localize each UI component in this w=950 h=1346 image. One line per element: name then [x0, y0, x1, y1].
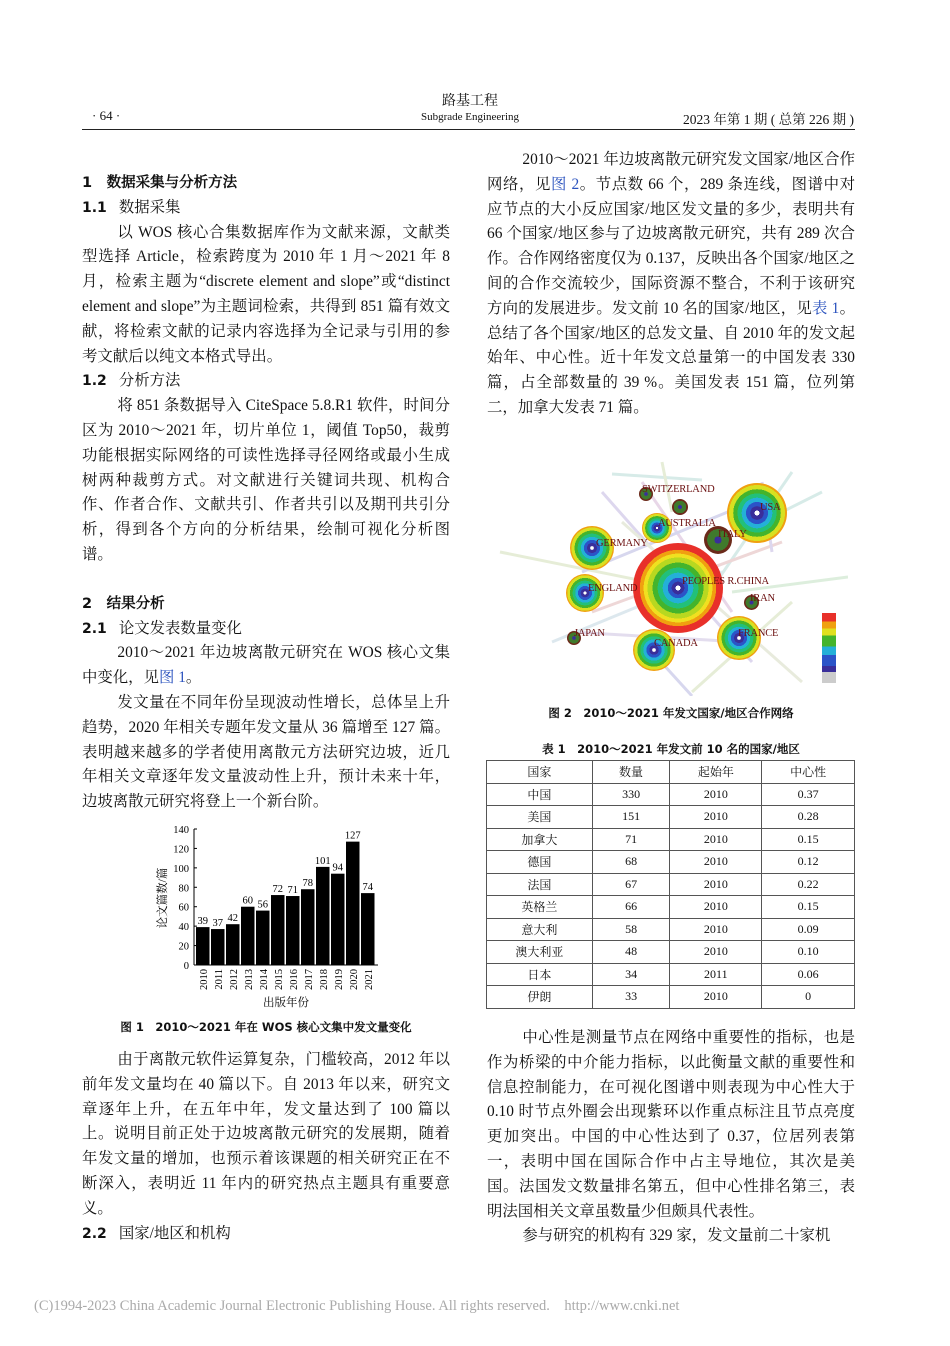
paragraph: 由于离散元软件运算复杂，门槛较高，2012 年以前年发文量均在 40 篇以下。自 2013 年以来，研究文章逐年上升，在五年中年，发文量达到了 100 篇以上。说明目前正处于边坡离散元研究的发展期，随着年发文量的增加，也预示着该课题的相关研究正在不断深入，表明近 11 年内的研究热点主题具有重要意义。 [82, 1051, 450, 1217]
cell-count: 66 [592, 896, 670, 919]
cell-centrality: 0.06 [762, 963, 855, 986]
cell-country: 加拿大 [487, 828, 593, 851]
data-label: 37 [212, 918, 223, 930]
bar-2010 [196, 927, 210, 965]
right-column-lower [487, 1026, 855, 1249]
table-row [487, 873, 855, 896]
cell-start-year: 2010 [670, 851, 762, 874]
cell-count: 330 [592, 783, 670, 806]
x-tick-label: 2010 [198, 969, 210, 990]
x-tick-label: 2013 [243, 969, 255, 990]
x-tick-label: 2018 [318, 969, 330, 990]
paragraph: 参与研究的机构有 329 家，发文量前二十家机 [522, 1227, 831, 1245]
table-1 [486, 760, 855, 1009]
bar-2019 [331, 874, 345, 965]
label-japan: JAPAN [574, 628, 605, 639]
section-1-2-heading [82, 369, 450, 394]
paragraph [487, 148, 855, 421]
data-label: 127 [344, 830, 361, 842]
cell-count: 68 [592, 851, 670, 874]
section-title: 论文发表数量变化 [118, 619, 242, 637]
label-germany: GERMANY [596, 538, 648, 549]
label-australia: AUSTRALIA [658, 518, 716, 529]
y-tick-label: 120 [173, 844, 189, 856]
cell-country: 伊朗 [487, 986, 593, 1009]
section-1-heading: 1 数据采集与分析方法 [82, 175, 238, 191]
x-tick-label: 2019 [333, 969, 345, 990]
figure-2-caption: 图 2 2010～2021 年发文国家/地区合作网络 [548, 706, 794, 720]
left-column-lower [82, 1048, 450, 1246]
table-row [487, 896, 855, 919]
data-label: 101 [314, 855, 331, 867]
paragraph-text: 。 [185, 669, 202, 687]
section-number: 2.2 [82, 1225, 107, 1242]
bar-2012 [226, 924, 240, 965]
x-axis-label: 出版年份 [263, 997, 309, 1009]
cell-start-year: 2011 [670, 963, 762, 986]
data-label: 71 [287, 885, 298, 897]
header-centrality: 中心性 [762, 761, 855, 784]
table-row [487, 986, 855, 1009]
cell-start-year: 2010 [670, 918, 762, 941]
cell-country: 英格兰 [487, 896, 593, 919]
journal-title [380, 94, 560, 124]
paragraph: 发文量在不同年份呈现波动性增长，总体呈上升趋势，2020 年相关专题年发文量从 36 篇增至 127 篇。表明越来越多的学者使用离散元方法研究边坡，近几年相关文章逐年发文量波动性上升，预计未来十年，边坡离散元研究将登上一个新台阶。 [82, 693, 450, 811]
label-usa: USA [760, 502, 781, 513]
paragraph: 中心性是测量节点在网络中重要性的指标，也是作为桥梁的中介能力指标，以此衡量文献的重要性和信息控制能力，在可视化图谱中则表现为中心性大于 0.10 时节点外圈会出现紫环以作重点标注且节点亮度更加突出。中国的中心性达到了 0.37，位居列表第一，表明中国在国际合作中占主导地位，其次是美国。法国发文数量排名第五，但中心性排名第三，表明法国相关文章虽数量少但颇具代表性。 [487, 1029, 855, 1220]
copyright-footer: (C)1994-2023 China Academic Journal Electronic Publishing House. All rights reserved. http://www.cnki.net [34, 1298, 680, 1314]
header-country: 国家 [487, 761, 593, 784]
section-title: 国家/地区和机构 [118, 1224, 231, 1242]
section-2-1-heading [82, 617, 450, 642]
bar-2020 [346, 842, 360, 965]
data-label: 60 [242, 895, 253, 907]
cell-country: 意大利 [487, 918, 593, 941]
journal-title-en: Subgrade Engineering [420, 111, 520, 123]
section-number: 2.1 [82, 620, 107, 637]
label-england: ENGLAND [588, 583, 638, 594]
y-tick-label: 0 [183, 961, 189, 972]
figure-2-link[interactable]: 图 2 [551, 175, 580, 193]
table-1-link[interactable]: 表 1 [811, 299, 840, 317]
cell-start-year: 2010 [670, 873, 762, 896]
paragraph: 以 WOS 核心合集数据库作为文献来源，文献类型选择 Article，检索跨度为 2010 年 1 月～2021 年 8 月，检索主题为“discrete element and slope”或“distinct element and slope”为主题词检索，共得到 851 篇有效文献，将检索文献的记录内容选择为全记录与引用的参考文献后以纯文本格式导出。 [82, 223, 450, 365]
data-label: 56 [257, 899, 268, 911]
table-row [487, 828, 855, 851]
section-2-heading: 2 结果分析 [82, 595, 165, 612]
y-tick-label: 80 [178, 883, 189, 895]
cell-count: 58 [592, 918, 670, 941]
cell-centrality: 0.10 [762, 941, 855, 964]
x-tick-label: 2015 [273, 969, 285, 990]
cell-country: 法国 [487, 873, 593, 896]
cell-start-year: 2010 [670, 896, 762, 919]
cell-start-year: 2010 [670, 941, 762, 964]
section-number: 1.1 [82, 199, 107, 216]
cell-country: 澳大利亚 [487, 941, 593, 964]
table-row [487, 783, 855, 806]
label-canada: CANADA [654, 638, 698, 649]
x-tick-label: 2021 [363, 969, 375, 990]
cell-count: 48 [592, 941, 670, 964]
left-column [82, 171, 450, 815]
table-row [487, 941, 855, 964]
table-row [487, 918, 855, 941]
x-tick-label: 2012 [228, 969, 240, 990]
cell-centrality: 0.12 [762, 851, 855, 874]
data-label: 42 [227, 913, 238, 925]
table-row [487, 806, 855, 829]
data-label: 78 [302, 878, 313, 890]
cell-country: 中国 [487, 783, 593, 806]
section-number: 1.2 [82, 373, 107, 390]
time-color-legend [822, 613, 836, 683]
header-count: 数量 [592, 761, 670, 784]
bar-2011 [211, 929, 225, 965]
page-number: · 64 · [92, 108, 121, 123]
cell-centrality: 0.09 [762, 918, 855, 941]
cell-centrality: 0.37 [762, 783, 855, 806]
y-tick-label: 60 [178, 902, 189, 914]
x-tick-label: 2016 [288, 969, 300, 990]
node-canada[interactable] [633, 629, 675, 671]
figure-1-link[interactable]: 图 1 [158, 669, 186, 687]
label-switzerland: SWITZERLAND [642, 484, 715, 495]
figure-1-caption: 图 1 2010～2021 年在 WOS 核心文集中发文量变化 [120, 1020, 412, 1034]
y-axis-label: 论文篇数/篇 [157, 867, 169, 929]
figure-2-network [492, 452, 848, 696]
cell-country: 日本 [487, 963, 593, 986]
section-1-1-heading [82, 196, 450, 221]
bar-2021 [361, 893, 375, 965]
bar-2018 [316, 867, 330, 965]
label-italy: ITALY [718, 529, 747, 540]
cell-centrality: 0.15 [762, 828, 855, 851]
cell-start-year: 2010 [670, 986, 762, 1009]
header-rule [82, 129, 855, 130]
x-tick-label: 2020 [348, 969, 360, 990]
table-1-caption: 表 1 2010～2021 年发文前 10 名的国家/地区 [542, 742, 800, 756]
bar-2015 [271, 895, 285, 965]
bar-2013 [241, 907, 255, 965]
cell-country: 德国 [487, 851, 593, 874]
cell-centrality: 0.22 [762, 873, 855, 896]
paragraph-text: 。总结了各个国家/地区的总发文量、自 2010 年的发文起始年、中心性。近十年发文总量第一的中国发表 330 篇，占全部数量的 39 %。美国发表 151 篇，位列第二，加拿大发表 71 篇。 [487, 299, 855, 416]
y-tick-label: 140 [173, 825, 189, 836]
table-header-row [487, 761, 855, 784]
cell-country: 美国 [487, 806, 593, 829]
data-label: 94 [332, 862, 343, 874]
bar-2016 [286, 896, 300, 965]
journal-title-cn: 路基工程 [442, 94, 498, 109]
figure-1-bar-chart [150, 818, 390, 1013]
cell-start-year: 2010 [670, 828, 762, 851]
paragraph-text: 。节点数 66 个，289 条连线，图谱中对应节点的大小反应国家/地区发文量的多少，表明共有 66 个国家/地区参与了边坡离散元研究，共有 289 次合作。合作网络密度仅为 0.137，反映出各个国家/地区之间的合作交流较少，国际资源不整合，不利于该研究方向的发展进步。发文前 10 名的国家/地区，见 [487, 175, 855, 317]
x-tick-label: 2011 [213, 969, 225, 990]
cell-count: 34 [592, 963, 670, 986]
cell-centrality: 0.15 [762, 896, 855, 919]
bar-2017 [301, 889, 315, 965]
data-label: 72 [272, 884, 283, 896]
cell-count: 33 [592, 986, 670, 1009]
data-label: 74 [362, 882, 373, 894]
label-china: PEOPLES R.CHINA [682, 576, 769, 587]
right-column [487, 148, 855, 421]
cell-count: 151 [592, 806, 670, 829]
cell-count: 67 [592, 873, 670, 896]
paragraph: 将 851 条数据导入 CiteSpace 5.8.R1 软件，时间分区为 2010～2021 年，切片单位 1，阈值 Top50，裁剪功能根据实际网络的可读性选择寻径网络或最小生成树两种裁剪方式。对文献进行关键词共现、机构合作、作者合作、文献共引、作者共引以及期刊共引分析，得到各个方向的分析结果，绘制可视化分析图谱。 [82, 397, 450, 563]
issue-info: 2023 年第 1 期 ( 总第 226 期 ) [683, 112, 854, 127]
x-tick-label: 2017 [303, 969, 315, 990]
header-start-year: 起始年 [670, 761, 762, 784]
data-label: 39 [197, 916, 208, 928]
paragraph-text: 2010～2021 年边坡离散元研究发文国家/地区合作网络，见 [487, 151, 855, 193]
node-china[interactable] [633, 543, 723, 633]
section-2-2-heading [82, 1222, 450, 1247]
section-title: 分析方法 [118, 372, 181, 390]
table-row [487, 963, 855, 986]
x-tick-label: 2014 [258, 969, 270, 990]
y-tick-label: 100 [173, 863, 189, 875]
label-france: FRANCE [738, 628, 779, 639]
y-tick-label: 20 [178, 941, 189, 953]
paragraph-text: 2010～2021 年边坡离散元研究在 WOS 核心文集中变化，见 [82, 644, 450, 687]
cell-centrality: 0.28 [762, 806, 855, 829]
cell-centrality: 0 [762, 986, 855, 1009]
cell-start-year: 2010 [670, 806, 762, 829]
section-title: 数据采集 [118, 198, 181, 216]
cell-start-year: 2010 [670, 783, 762, 806]
y-tick-label: 40 [178, 922, 189, 934]
cell-count: 71 [592, 828, 670, 851]
paragraph [82, 641, 450, 691]
bar-2014 [256, 911, 270, 965]
node-unlabeled[interactable] [672, 499, 688, 515]
label-iran: IRAN [750, 593, 775, 604]
table-row [487, 851, 855, 874]
